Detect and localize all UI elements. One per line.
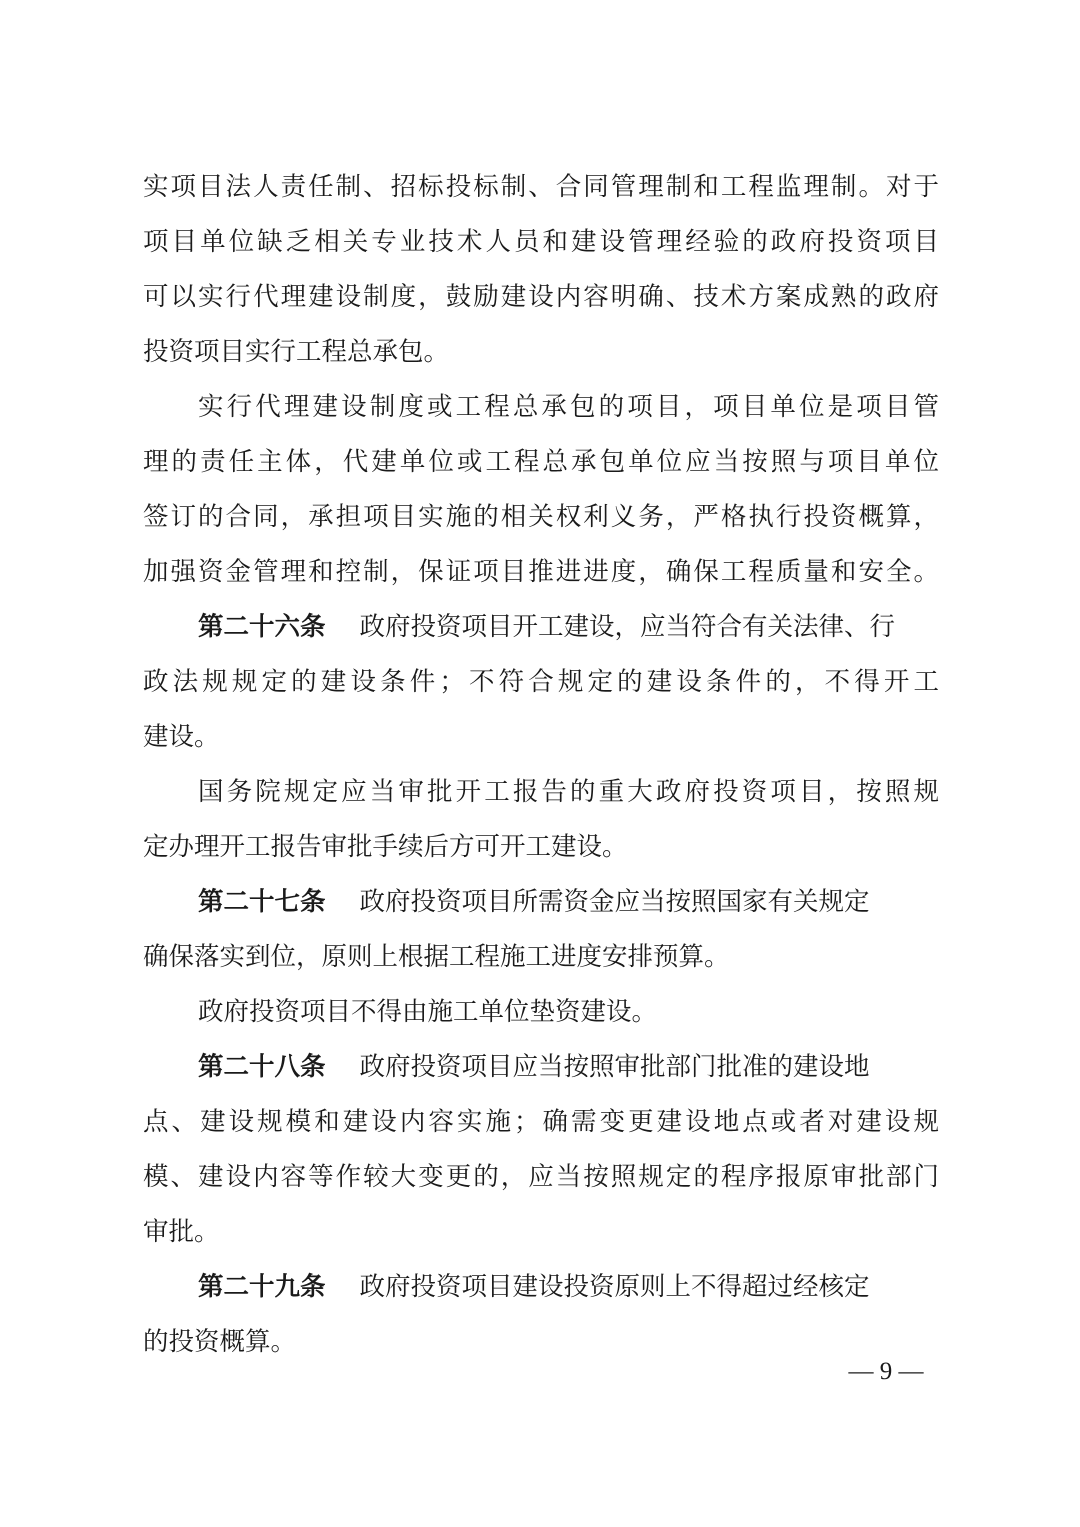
article-28-line (198, 1039, 939, 1095)
body-line: 投资项目实行工程总承包。 (143, 337, 450, 367)
body-line: 建设。 (143, 722, 220, 752)
body-line: 实行代理建设制度或工程总承包的项目，项目单位是项目管 (198, 392, 939, 422)
body-line: 可以实行代理建设制度，鼓励建设内容明确、技术方案成熟的政府 (143, 282, 939, 312)
article-text: 政府投资项目建设投资原则上不得超过经核定 (359, 1272, 870, 1302)
body-line: 的投资概算。 (143, 1327, 297, 1357)
article-title: 第二十六条 (198, 612, 326, 642)
page-number: — 9 — (848, 1358, 924, 1385)
article-text: 政府投资项目所需资金应当按照国家有关规定 (359, 887, 870, 917)
body-line: 确保落实到位，原则上根据工程施工进度安排预算。 (143, 942, 730, 972)
article-27-line (198, 874, 939, 930)
body-line: 实项目法人责任制、招标投标制、合同管理制和工程监理制。对于 (143, 172, 939, 202)
body-line: 政府投资项目不得由施工单位垫资建设。 (198, 997, 658, 1027)
body-line: 政法规规定的建设条件；不符合规定的建设条件的，不得开工 (143, 667, 939, 697)
article-text: 政府投资项目应当按照审批部门批准的建设地 (359, 1052, 870, 1082)
article-title: 第二十八条 (198, 1052, 326, 1082)
body-line: 理的责任主体，代建单位或工程总承包单位应当按照与项目单位 (143, 447, 939, 477)
body-line: 模、建设内容等作较大变更的，应当按照规定的程序报原审批部门 (143, 1162, 939, 1192)
article-text: 政府投资项目开工建设，应当符合有关法律、行 (359, 612, 896, 642)
article-title: 第二十七条 (198, 887, 326, 917)
body-line: 点、建设规模和建设内容实施；确需变更建设地点或者对建设规 (143, 1107, 939, 1137)
body-line: 加强资金管理和控制，保证项目推进进度，确保工程质量和安全。 (143, 557, 939, 587)
body-line: 审批。 (143, 1217, 220, 1247)
body-line: 国务院规定应当审批开工报告的重大政府投资项目，按照规 (198, 777, 939, 807)
article-26-line (198, 599, 939, 655)
article-29-line (198, 1259, 939, 1315)
article-title: 第二十九条 (198, 1272, 326, 1302)
body-line: 项目单位缺乏相关专业技术人员和建设管理经验的政府投资项目 (143, 227, 939, 257)
body-line: 签订的合同，承担项目实施的相关权利义务，严格执行投资概算， (143, 502, 939, 532)
body-line: 定办理开工报告审批手续后方可开工建设。 (143, 832, 628, 862)
